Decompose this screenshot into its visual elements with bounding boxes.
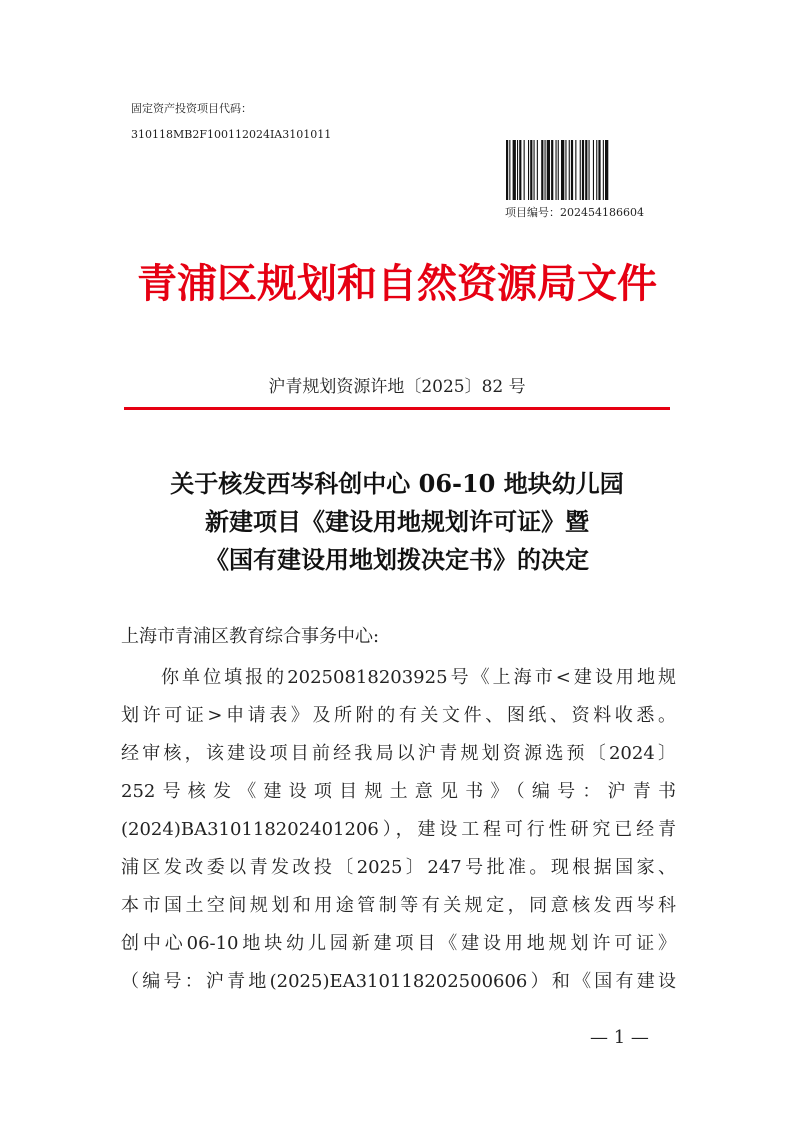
barcode-bar [537, 140, 538, 200]
document-number: 沪青规划资源许地〔2025〕82 号 [268, 377, 526, 397]
barcode-bar [547, 140, 550, 200]
barcode-bar [558, 140, 559, 200]
barcode-bar [565, 140, 566, 200]
red-divider [124, 407, 670, 410]
barcode-bar [585, 140, 587, 200]
title-line: 新建项目《建设用地规划许可证》暨 [205, 507, 589, 536]
document-title [0, 465, 794, 579]
recipient: 上海市青浦区教育综合事务中心: [121, 626, 380, 647]
barcode-bar [596, 140, 597, 200]
title-line: 关于核发西岑科创中心 06-10 地块幼儿园 [170, 469, 624, 498]
project-code: 310118MB2F100112024IA3101011 [131, 128, 332, 141]
barcode-bar [571, 140, 573, 200]
barcode-bar [582, 140, 584, 200]
barcode-bar [541, 140, 543, 200]
barcode-bar [556, 140, 557, 200]
barcode-bar [534, 140, 535, 200]
title-line: 《国有建设用地划拨决定书》的决定 [205, 545, 589, 574]
body-line: （编号：沪青地(2025)EA310118202500606）和《国有建设 [121, 971, 676, 992]
barcode-bar [575, 140, 576, 200]
body-line: 你单位填报的20250818203925号《上海市<建设用地规 [161, 667, 676, 688]
barcode-bar [530, 140, 532, 200]
body-line: 252号核发《建设项目规土意见书》（编号：沪青书 [121, 781, 676, 802]
barcode-bar [605, 140, 608, 200]
barcode-bar [551, 140, 553, 200]
barcode-bar [545, 140, 546, 200]
body-line: 经审核，该建设项目前经我局以沪青规划资源选预〔2024〕 [121, 743, 676, 764]
body-line: 浦区发改委以青发改投〔2025〕247号批准。现根据国家、 [121, 857, 676, 878]
barcode-bar [517, 140, 518, 200]
issuer-heading: 青浦区规划和自然资源局文件 [137, 261, 657, 307]
body-line: 创中心06-10地块幼儿园新建项目《建设用地规划许可证》 [121, 933, 676, 954]
barcode-bar [509, 140, 510, 200]
barcode-bar [506, 140, 508, 200]
barcode-bar [603, 140, 604, 200]
barcode-bar [598, 140, 600, 200]
project-code-label: 固定资产投资项目代码： [131, 102, 252, 115]
barcode-bar [589, 140, 590, 200]
barcode-image [506, 140, 661, 200]
barcode-bar [528, 140, 529, 200]
body-text [121, 659, 676, 1001]
barcode-bar [593, 140, 594, 200]
body-line: 本市国土空间规划和用途管制等有关规定，同意核发西岑科 [121, 895, 676, 916]
body-line: (2024)BA310118202401206），建设工程可行性研究已经青 [121, 819, 676, 840]
page-number: — 1 — [590, 1027, 649, 1048]
barcode-bar [569, 140, 570, 200]
barcode-bar [519, 140, 521, 200]
barcode-bar [513, 140, 516, 200]
project-code-block [131, 96, 331, 148]
barcode-bar [580, 140, 581, 200]
barcode-bar [524, 140, 525, 200]
project-number: 项目编号：202454186604 [505, 206, 644, 219]
barcode-bar [561, 140, 564, 200]
body-line: 划许可证>申请表》及所附的有关文件、图纸、资料收悉。 [121, 705, 676, 726]
